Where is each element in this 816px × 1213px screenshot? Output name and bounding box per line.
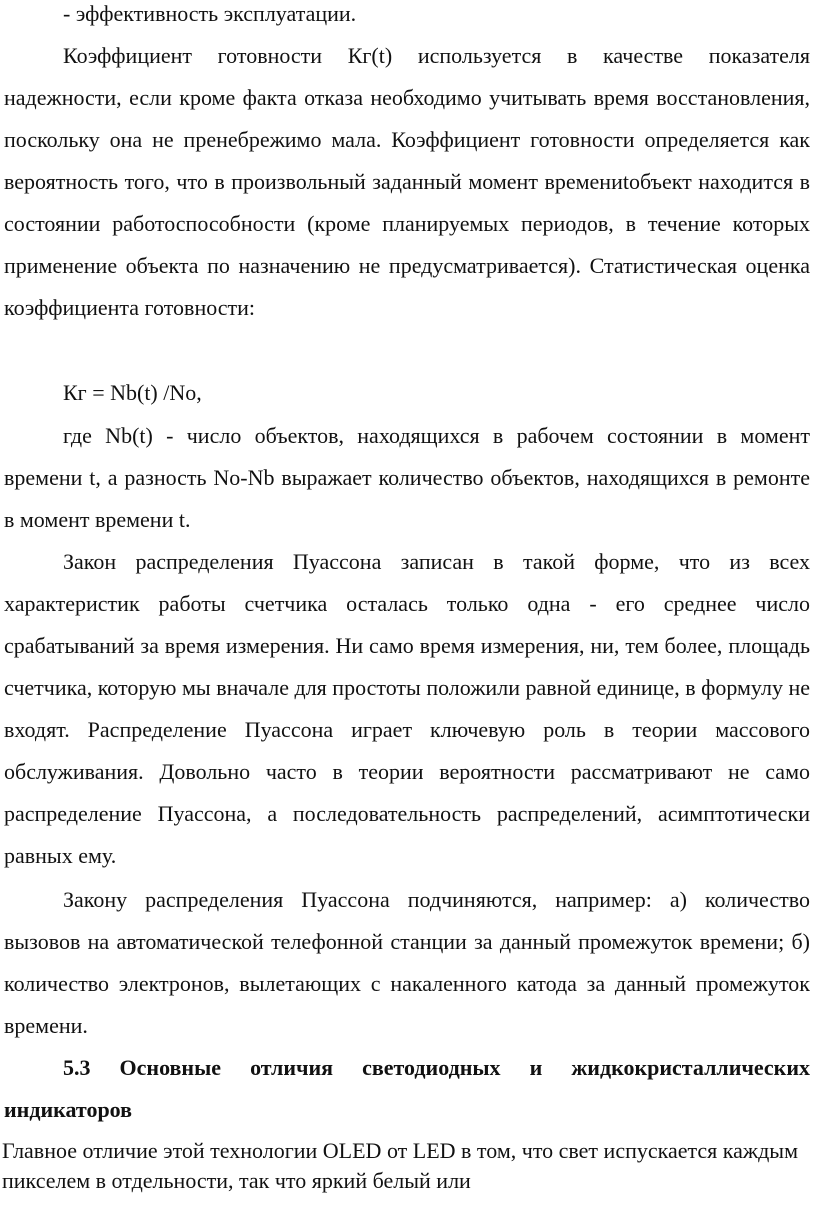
paragraph-oled: Главное отличие этой технологии OLED от LED в том, что свет испускается каждым пикселем в отдельности, так что яркий белый или xyxy=(2,1138,798,1193)
paragraph-poisson-examples: Закону распределения Пуассона подчиняются, например: а) количество вызовов на автоматической телефонной станции за данный промежуток времени; б) количество электронов, вылетающих с накаленного катода за данный промежуток времени. xyxy=(4,887,810,1038)
paragraph-where-definition: где Nb(t) - число объектов, находящихся в рабочем состоянии в момент времени t, а разность No-Nb выражает количество объектов, находящихся в ремонте в момент времени t. xyxy=(4,423,810,532)
formula-availability: Кг = Nb(t) /No, xyxy=(63,380,202,405)
paragraph-poisson-law: Закон распределения Пуассона записан в такой форме, что из всех характеристик работы счетчика осталась только одна - его среднее число срабатываний за время измерения. Ни само время измерения, ни, тем более, площадь счетчика, которую мы вначале для простоты положили равной единице, в формулу не входят. Распределение Пуассона играет ключевую роль в теории массового обслуживания. Довольно часто в теории вероятности рассматривают не само распределение Пуассона, а последовательность распределений, асимптотически равных ему. xyxy=(4,549,810,868)
section-heading: 5.3 Основные отличия светодиодных и жидкокристаллических индикаторов xyxy=(4,1055,810,1122)
text-line-effectiveness: - эффективность эксплуатации. xyxy=(63,1,357,26)
paragraph-availability-coefficient: Коэффициент готовности Кг(t) используется в качестве показателя надежности, если кроме факта отказа необходимо учитывать время восстановления, поскольку она не пренебрежимо мала. Коэффициент готовности определяется как вероятность того, что в произвольный заданный момент времениtобъект находится в состоянии работоспособности (кроме планируемых периодов, в течение которых применение объекта по назначению не предусматривается). Статистическая оценка коэффициента готовности: xyxy=(4,43,810,320)
